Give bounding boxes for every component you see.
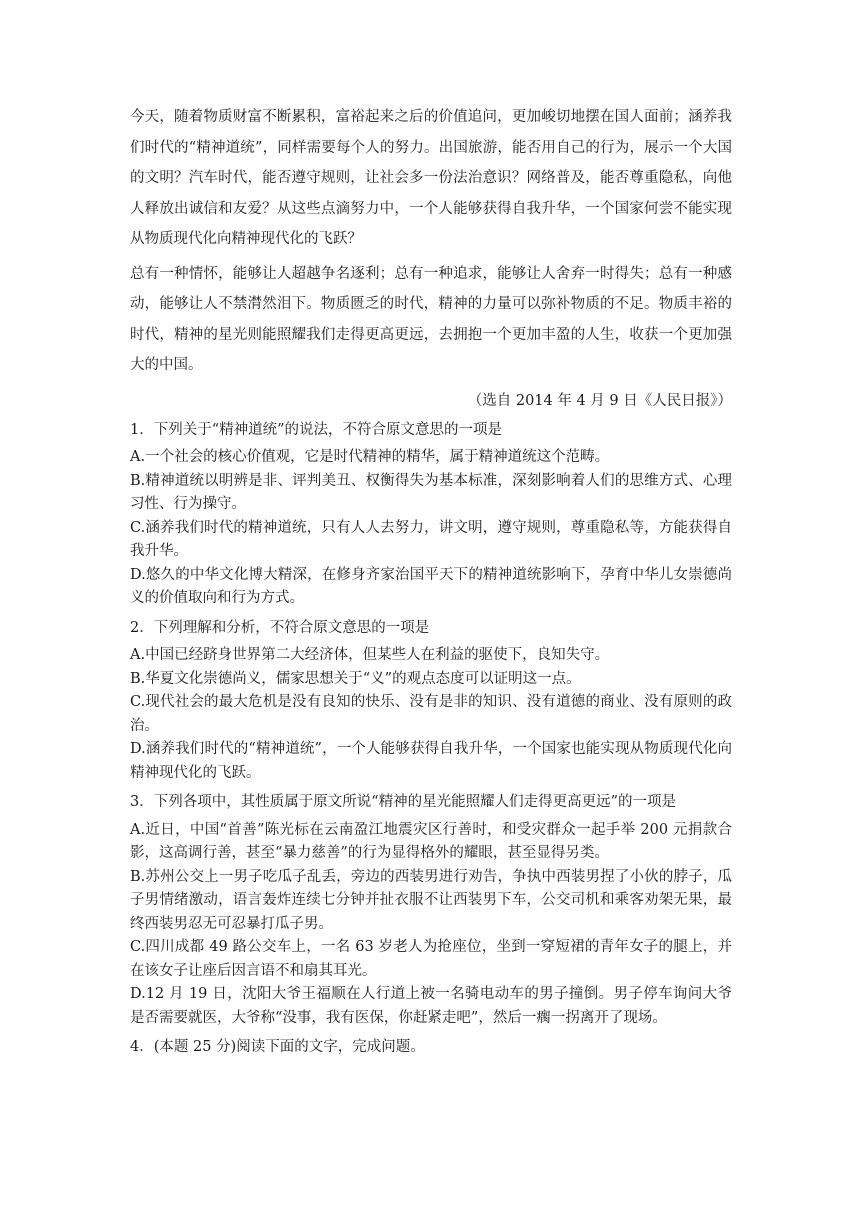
passage-paragraph: 总有一种情怀，能够让人超越争名逐利；总有一种追求，能够让人舍弃一时得失；总有一种感动，能够让人不禁潸然泪下。物质匮乏的时代，精神的力量可以弥补物质的不足。物质丰裕的时代，精神的星光则能照耀我们走得更高更远，去拥抱一个更加丰盈的人生，收获一个更加强大的中国。 bbox=[130, 265, 732, 373]
option-c: C.涵养我们时代的精神道统，只有人人去努力，讲文明，遵守规则，尊重隐私等，方能获得自我升华。 bbox=[130, 519, 732, 559]
question-3 bbox=[130, 791, 732, 1030]
option-d: D.悠久的中华文化博大精深，在修身齐家治国平天下的精神道统影响下，孕育中华儿女崇德尚义的价值取向和行为方式。 bbox=[130, 566, 732, 606]
question-stem: 1．下列关于“精神道统”的说法，不符合原文意思的一项是 bbox=[130, 421, 503, 438]
option-a: A.一个社会的核心价值观，它是时代精神的精华，属于精神道统这个范畴。 bbox=[130, 449, 610, 465]
question-stem: 2．下列理解和分析，不符合原文意思的一项是 bbox=[130, 619, 430, 636]
question-stem: 4．(本题 25 分)阅读下面的文字，完成问题。 bbox=[130, 1039, 425, 1055]
document-page bbox=[130, 102, 732, 1064]
option-c: C.四川成都 49 路公交车上，一名 63 岁老人为抢座位，坐到一穿短裙的青年女子的腿上，并在该女子让座后因言语不和扇其耳光。 bbox=[130, 939, 732, 979]
question-1 bbox=[130, 419, 732, 611]
option-a: A.中国已经跻身世界第二大经济体，但某些人在利益的驱使下，良知失守。 bbox=[130, 647, 610, 663]
source-citation: （选自 2014 年 4 月 9 日《人民日报》） bbox=[467, 392, 732, 409]
option-b: B.华夏文化崇德尚义，儒家思想关于“义”的观点态度可以证明这一点。 bbox=[130, 670, 581, 687]
option-b: B.苏州公交上一男子吃瓜子乱丢，旁边的西装男进行劝告，争执中西装男捏了小伙的脖子，瓜子男情绪激动，语言轰炸连续七分钟并扯衣服不让西装男下车，公交司机和乘客劝架无果，最终西装男忍无可忍暴打瓜子男。 bbox=[130, 868, 732, 932]
question-stem: 3．下列各项中，其性质属于原文所说“精神的星光能照耀人们走得更高更远”的一项是 bbox=[130, 794, 677, 810]
passage-paragraph: 今天，随着物质财富不断累积，富裕起来之后的价值追问，更加峻切地摆在国人面前；涵养我们时代的“精神道统”，同样需要每个人的努力。出国旅游，能否用自己的行为，展示一个大国的文明？汽车时代，能否遵守规则，让社会多一份法治意识？网络普及，能否尊重隐私，向他人释放出诚信和友爱？从这些点滴努力中，一个人能够获得自我升华，一个国家何尝不能实现从物质现代化向精神现代化的飞跃？ bbox=[130, 109, 732, 247]
passage bbox=[130, 102, 732, 415]
option-c: C.现代社会的最大危机是没有良知的快乐、没有是非的知识、没有道德的商业、没有原则的政治。 bbox=[130, 694, 732, 734]
option-d: D.涵养我们时代的“精神道统”，一个人能够获得自我升华，一个国家也能实现从物质现代化向精神现代化的飞跃。 bbox=[130, 741, 732, 781]
option-a: A.近日，中国“首善”陈光标在云南盈江地震灾区行善时，和受灾群众一起手举 200 元捐款合影，这高调行善，甚至“暴力慈善”的行为显得格外的耀眼，甚至显得另类。 bbox=[130, 821, 732, 861]
question-4 bbox=[130, 1036, 732, 1060]
option-b: B.精神道统以明辨是非、评判美丑、权衡得失为基本标准，深刻影响着人们的思维方式、心理习性、行为操守。 bbox=[130, 472, 732, 512]
option-d: D.12 月 19 日，沈阳大爷王福顺在人行道上被一名骑电动车的男子撞倒。男子停车询问大爷是否需要就医，大爷称“没事，我有医保，你赶紧走吧”，然后一瘸一拐离开了现场。 bbox=[130, 986, 732, 1026]
question-2 bbox=[130, 617, 732, 786]
